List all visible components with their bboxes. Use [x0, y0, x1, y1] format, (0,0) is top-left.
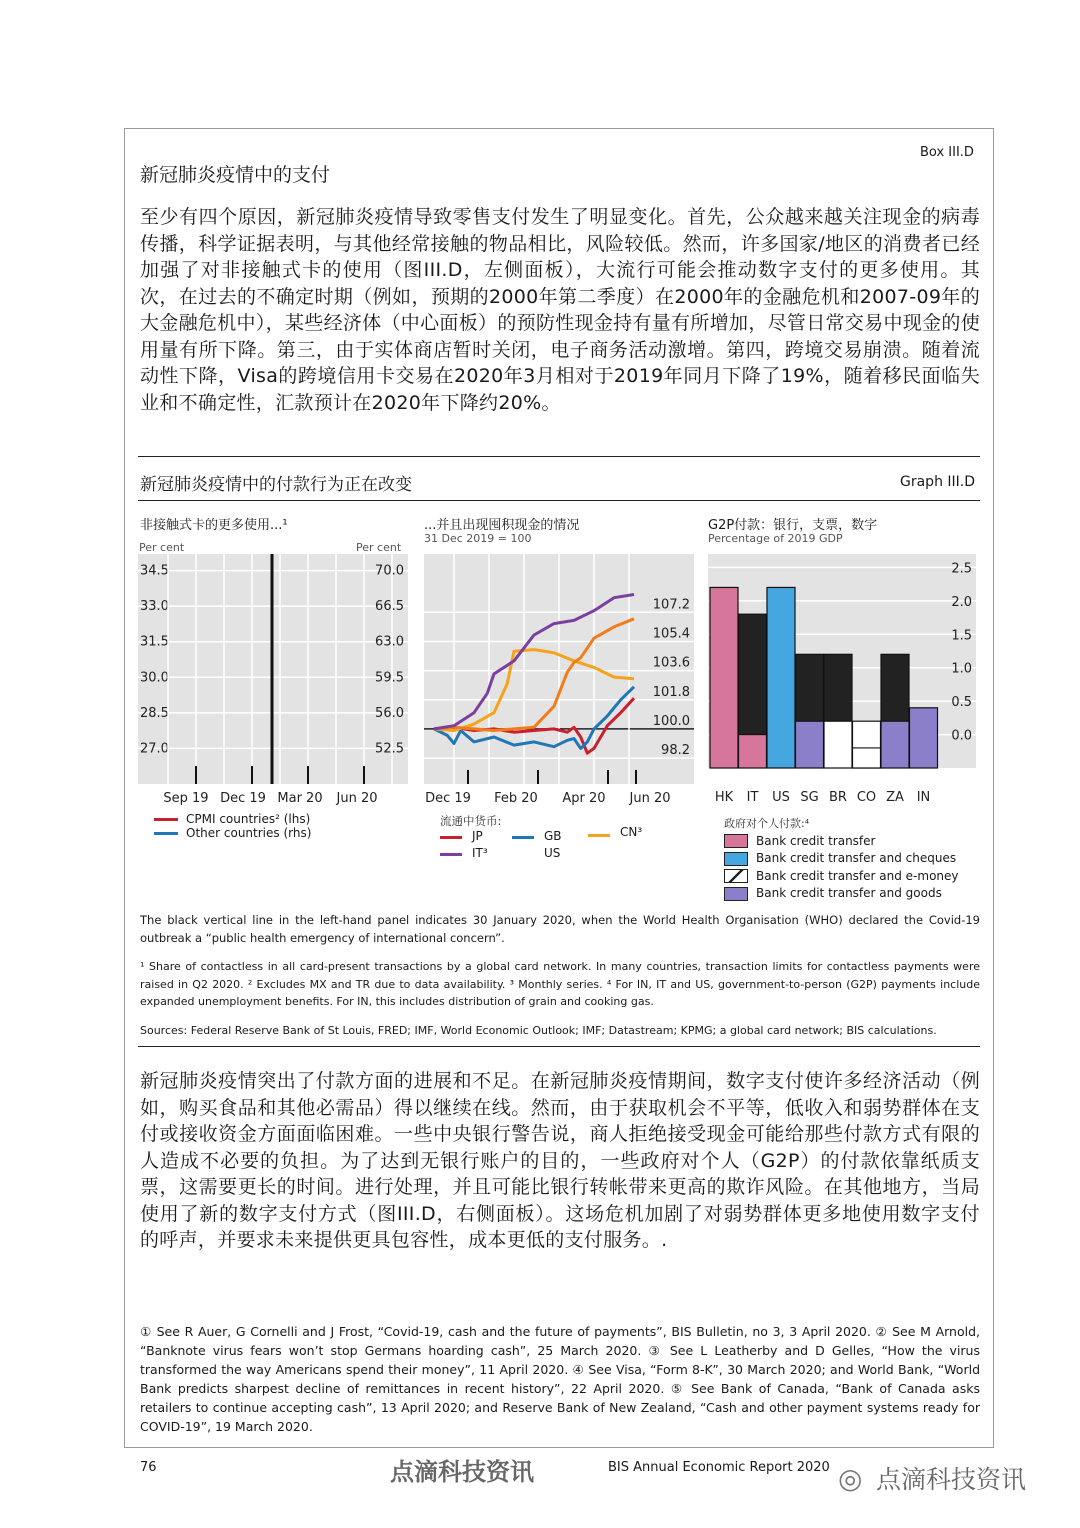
x-tick-label: HK — [714, 790, 734, 805]
y-tick-label-rhs: 59.5 — [375, 670, 404, 686]
box-title: 新冠肺炎疫情中的支付 — [140, 164, 331, 186]
bar-base-br — [824, 721, 852, 768]
legend-label: CPMI countries² (lhs) — [186, 812, 311, 826]
right-legend-heading: 政府对个人付款:⁴ — [724, 817, 810, 830]
legend-line-other — [154, 832, 178, 835]
legend-label: Other countries (rhs) — [186, 826, 312, 840]
graph-title: 新冠肺炎疫情中的付款行为正在改变 — [140, 475, 412, 495]
bar-sg — [796, 654, 824, 721]
x-tick-label: Jun 20 — [336, 791, 378, 806]
middle-panel-chart — [424, 554, 694, 806]
legend-label: IT³ — [472, 846, 488, 860]
y-tick-label: 105.4 — [652, 626, 690, 642]
page-number: 76 — [140, 1460, 157, 1475]
right-legend — [724, 815, 959, 903]
bar-base-za — [881, 721, 909, 768]
y-tick-label-lhs: 31.5 — [140, 634, 169, 650]
x-tick-label: Feb 20 — [494, 791, 538, 806]
graph-note: The black vertical line in the left-hand panel indicates 30 January 2020, when the World Health Organisation (WHO) declared the Covid-19 outbreak a “public health emergency of international concern”. — [140, 913, 980, 945]
graph-sources: Sources: Federal Reserve Bank of St Louis, FRED; IMF, World Economic Outlook; IMF; Datastream; KPMG; a global card network; BIS calculations. — [140, 1024, 937, 1037]
y-tick-label: 1.0 — [951, 661, 972, 677]
bar-base-co — [853, 721, 881, 768]
legend-label: CN³ — [620, 825, 643, 839]
left-unit-lhs: Per cent — [139, 541, 185, 554]
x-tick-label: Apr 20 — [562, 791, 606, 806]
y-tick-label: 2.0 — [951, 594, 972, 610]
x-tick-label: ZA — [886, 790, 904, 805]
bar-base-sg — [796, 721, 824, 768]
y-tick-label: 0.5 — [951, 695, 972, 711]
legend-line-jp — [440, 836, 462, 839]
x-tick-label: Sep 19 — [163, 791, 209, 806]
y-tick-label-rhs: 56.0 — [375, 705, 404, 721]
x-tick-label: Mar 20 — [277, 791, 323, 806]
legend-label: Bank credit transfer and cheques — [756, 851, 957, 865]
legend-swatch-goods — [724, 887, 748, 901]
x-tick-label: Jun 20 — [629, 791, 671, 806]
y-tick-label-rhs: 70.0 — [375, 563, 404, 579]
bar-in — [910, 708, 938, 768]
bar-us — [767, 587, 795, 768]
y-tick-label: 2.5 — [951, 561, 972, 577]
graph-label: Graph III.D — [900, 474, 976, 490]
legend-line-cpmi — [154, 818, 178, 821]
y-tick-label-lhs: 33.0 — [140, 599, 169, 615]
legend-label: GB — [544, 829, 562, 843]
left-panel-chart — [138, 554, 408, 806]
middle-panel-title: ...并且出现囤积现金的情况 — [424, 518, 580, 533]
x-tick-label: Dec 19 — [425, 791, 471, 806]
right-panel-title: G2P付款：银行，支票，数字 — [708, 518, 878, 533]
y-tick-label: 0.0 — [951, 728, 972, 744]
right-panel-chart — [708, 554, 976, 805]
y-tick-label-rhs: 63.0 — [375, 634, 404, 650]
bar-it — [739, 614, 767, 734]
right-panel-subtitle: Percentage of 2019 GDP — [708, 532, 843, 545]
bar-br — [824, 654, 852, 721]
footnotes: ① See R Auer, G Cornelli and J Frost, “Covid-19, cash and the future of payments”, BIS Bulletin, no 3, 3 April 2020. ② See M Arnold, “Banknote virus fears won’t stop Germans hoarding cash”, 25 March 2020. ③ See L Leatherby and D Gelles, “How the virus transformed the way Americans spend their money”, 11 April 2020. ④ See Visa, “Form 8-K”, 30 March 2020; and World Bank, “World Bank predicts sharpest decline of remittances in recent history”, 22 April 2020. ⑤ See Bank of Canada, “Bank of Canada asks retailers to continue accepting cash”, 13 April 2020; and Reserve Bank of New Zealand, “Cash and other payment systems ready for COVID-19”, 19 March 2020. — [140, 1324, 980, 1434]
x-tick-label: IT — [746, 790, 759, 805]
left-panel-title: 非接触式卡的更多使用...¹ — [140, 518, 288, 533]
wechat-icon: ◎ — [838, 1462, 863, 1495]
intro-paragraph: 至少有四个原因，新冠肺炎疫情导致零售支付发生了明显变化。首先，公众越来越关注现金的病毒传播，科学证据表明，与其他经常接触的物品相比，风险较低。然而，许多国家/地区的消费者已经加强了对非接触式卡的使用（图III.D，左侧面板），大流行可能会推动数字支付的更多使用。其次，在过去的不确定时期（例如，预期的2000年第二季度）在2000年的金融危机和2007-09年的大金融危机中），某些经济体（中心面板）的预防性现金持有量有所增加，尽管日常交易中现金的使用量有所下降。第三，由于实体商店暂时关闭，电子商务活动激增。第四，跨境交易崩溃。随着流动性下降，Visa的跨境信用卡交易在2020年3月相对于2019年同月下降了19%，随着移民面临失业和不确定性，汇款预计在2020年下降约20%。 — [140, 206, 980, 414]
report-title: BIS Annual Economic Report 2020 — [608, 1460, 830, 1475]
legend-line-cn — [588, 834, 610, 837]
y-tick-label-lhs: 27.0 — [140, 741, 169, 757]
y-tick-label: 100.0 — [652, 713, 690, 729]
legend-swatch-bank-credit — [724, 834, 748, 848]
legend-label: Bank credit transfer — [756, 833, 876, 848]
legend-label: Bank credit transfer and e-money — [756, 868, 959, 883]
x-tick-label: Dec 19 — [220, 791, 266, 806]
legend-label: Bank credit transfer and goods — [756, 886, 942, 900]
x-tick-label: IN — [916, 790, 931, 805]
middle-panel-subtitle: 31 Dec 2019 = 100 — [424, 532, 532, 545]
box-label: Box III.D — [920, 145, 974, 160]
body-paragraph: 新冠肺炎疫情突出了付款方面的进展和不足。在新冠肺炎疫情期间，数字支付使许多经济活动（例如，购买食品和其他必需品）得以继续在线。然而，由于获取机会不平等，低收入和弱势群体在支付或接收资金方面面临困难。一些中央银行警告说，商人拒绝接受现金可能给那些付款方式有限的人造成不必要的负担。为了达到无银行账户的目的，一些政府对个人（G2P）的付款依靠纸质支票，这需要更长的时间。进行处理，并且可能比银行转帐带来更高的欺诈风险。在其他地方，当局使用了新的数字支付方式（图III.D，右侧面板）。这场危机加剧了对弱势群体更多地使用数字支付的呼声，并要求未来提供更具包容性，成本更低的支付服务。. — [140, 1070, 980, 1251]
y-tick-label: 101.8 — [652, 684, 690, 700]
legend-label: JP — [472, 829, 483, 843]
y-tick-label: 1.5 — [951, 628, 972, 644]
middle-legend — [440, 813, 643, 863]
x-tick-label: BR — [829, 790, 847, 805]
y-tick-label-lhs: 34.5 — [140, 563, 169, 579]
y-tick-label-lhs: 28.5 — [140, 705, 169, 721]
y-tick-label-rhs: 52.5 — [375, 741, 404, 757]
legend-line-gb — [512, 836, 534, 839]
legend-swatch-cheques — [724, 852, 748, 866]
y-tick-label: 103.6 — [652, 655, 690, 671]
x-tick-label: US — [772, 790, 790, 805]
wechat-watermark: 点滴科技资讯 — [876, 1465, 1027, 1494]
y-tick-label: 98.2 — [661, 743, 690, 759]
left-unit-rhs: Per cent — [356, 541, 402, 554]
middle-legend-heading: 流通中货币: — [440, 814, 502, 828]
legend-line-it — [440, 853, 462, 856]
legend-label: US — [544, 846, 561, 860]
watermark: 点滴科技资讯 — [390, 1458, 534, 1486]
x-tick-label: CO — [856, 790, 877, 805]
left-legend — [154, 812, 311, 840]
bar-hk — [710, 587, 738, 768]
y-tick-label-lhs: 30.0 — [140, 670, 169, 686]
divider — [138, 1046, 980, 1047]
y-tick-label: 107.2 — [652, 597, 690, 613]
legend-swatch-emoney — [724, 869, 748, 883]
graph-footnotes: ¹ Share of contactless in all card-present transactions by a global card network. In many countries, transaction limits for contactless payments were raised in Q2 2020. ² Excludes MX and TR due to data availability. ³ Monthly series. ⁴ For IN, IT and US, government-to-person (G2P) payments include expanded unemployment benefits. For IN, this includes distribution of grain and cooking gas. — [140, 960, 980, 1008]
bar-za — [881, 654, 909, 721]
y-tick-label-rhs: 66.5 — [375, 599, 404, 615]
x-tick-label: SG — [800, 790, 819, 805]
